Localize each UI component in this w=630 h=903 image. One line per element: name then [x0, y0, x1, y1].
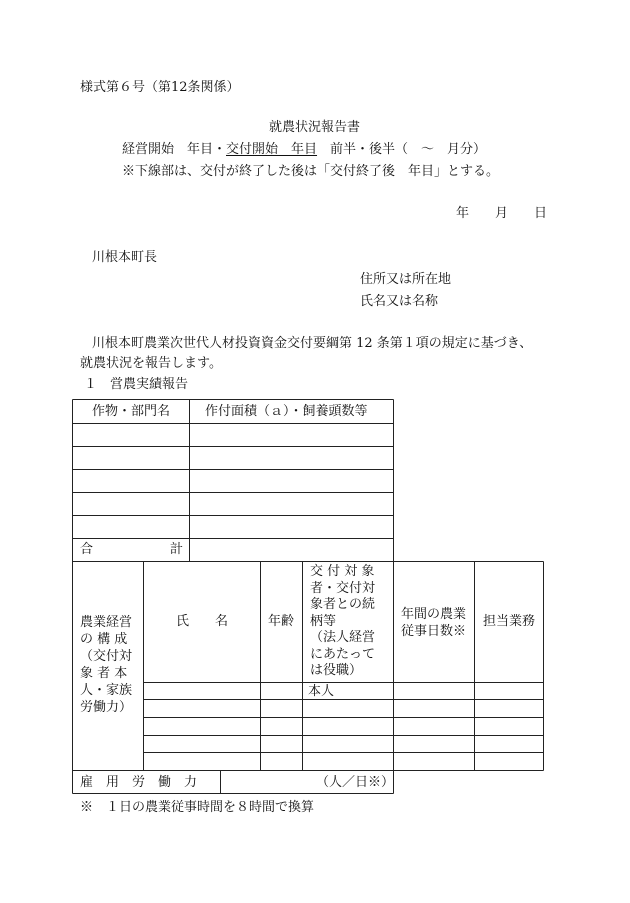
duty-header: 担当業務: [483, 614, 536, 629]
total-label-right: 計: [170, 542, 184, 557]
relation-header-line: は役職）: [310, 663, 363, 678]
side-label-line: 人・家族: [80, 683, 133, 698]
side-label-line: の 構 成: [80, 632, 128, 647]
name-header: 氏 名: [176, 614, 229, 629]
period-underlined: 交付開始 年目: [226, 142, 318, 157]
body-text-line-2: 就農状況を報告します。: [80, 356, 222, 371]
days-header: [401, 606, 466, 640]
section-heading: １ 営農実績報告: [84, 377, 189, 392]
first-row-relation: 本人: [308, 684, 335, 699]
relation-header-line: にあたって: [310, 646, 376, 662]
employment-unit: （人／日※）: [316, 775, 395, 790]
relation-header-line: 象者との続: [310, 597, 376, 612]
addressee: 川根本町長: [92, 250, 158, 265]
relation-header-line: 柄等: [310, 613, 337, 629]
days-header-line: 従事日数※: [401, 624, 467, 639]
period-text-2: 前半・後半（ ～ 月分）: [317, 142, 487, 157]
age-header: 年齢: [268, 614, 295, 629]
relation-header-line: 交 付 対 象: [310, 564, 375, 579]
underline-note: ※下線部は、交付が終了した後は「交付終了後 年目」とする。: [122, 164, 500, 179]
side-label-line: （交付対: [80, 649, 133, 664]
period-text-1: 経営開始 年目・: [122, 142, 227, 157]
page-title: 就農状況報告書: [269, 120, 361, 135]
days-header-line: 年間の農業: [401, 607, 467, 622]
address-label: 住所又は所在地: [360, 272, 452, 287]
date-line: 年 月 日: [456, 206, 548, 221]
crop-header: 作物・部門名: [92, 404, 171, 419]
form-number: 様式第６号（第12条関係）: [80, 80, 240, 95]
name-label: 氏名又は名称: [360, 294, 439, 309]
total-label-left: 合: [80, 542, 94, 557]
side-label-line: 労働力）: [80, 700, 133, 715]
body-text-line-1: 川根本町農業次世代人材投資資金交付要綱第 12 条第１項の規定に基づき、: [92, 336, 533, 351]
footnote: ※ １日の農業従事時間を８時間で換算: [80, 800, 315, 815]
relation-header-line: 者・交付対: [310, 580, 376, 596]
labor-side-label: [80, 614, 132, 716]
relation-header: [310, 564, 375, 680]
relation-header-line: （法人経営: [310, 630, 376, 645]
side-label-line: 象 者 本: [80, 666, 128, 681]
employment-label: 雇 用 労 働 力: [80, 775, 198, 790]
area-header: 作付面積（ａ）・飼養頭数等: [205, 404, 368, 419]
side-label-line: 農業経営: [80, 615, 133, 630]
